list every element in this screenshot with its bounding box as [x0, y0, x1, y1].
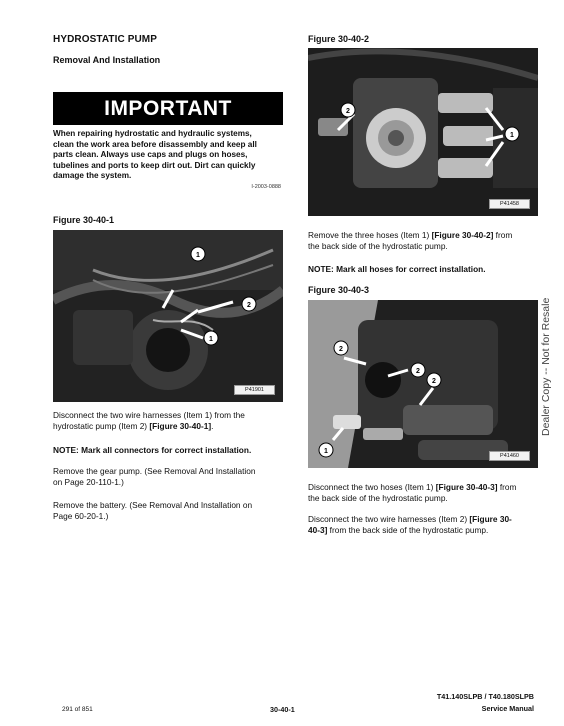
figure-3-photo — [308, 300, 538, 468]
left-paragraph-3 — [53, 500, 288, 522]
important-line: tubelines and ports to keep dirt out. Dirt can quickly — [53, 160, 256, 170]
text-line: the back side of the hydrostatic pump. — [308, 493, 448, 503]
figure-3-callout: 2 — [416, 368, 420, 375]
figure-reference: [Figure 30-40-2] — [431, 230, 494, 240]
figure-reference: 40-3] — [308, 525, 328, 535]
figure-1-id: P41901 — [234, 385, 275, 395]
figure-2-id: P41458 — [489, 199, 530, 209]
text-segment: . — [211, 421, 214, 431]
text-segment: hydrostatic pump (Item 2) — [53, 421, 150, 431]
figure-reference: [Figure 30-40-3] — [435, 482, 498, 492]
figure-1-callout: 1 — [209, 336, 213, 343]
model-name: T41.140SLPB / T40.180SLPB — [436, 692, 534, 701]
text-segment: Disconnect the two hoses (Item 1) — [308, 482, 436, 492]
figure-1-callout: 2 — [247, 302, 251, 309]
important-text — [53, 129, 283, 182]
dealer-copy-note: Dealer Copy -- Not for Resale — [540, 297, 552, 436]
right-paragraph-1 — [308, 230, 548, 252]
figure-3-callout: 2 — [432, 378, 436, 385]
text-segment: from — [493, 230, 513, 240]
text-segment: from the back side of the hydrostatic pump. — [327, 525, 489, 535]
figure-3-callout: 2 — [339, 346, 343, 353]
figure-3-id: P41460 — [489, 451, 530, 461]
figure-2-photo — [308, 48, 538, 216]
manual-name: Service Manual — [481, 704, 534, 713]
text-segment: Disconnect the two wire harnesses (Item 2) — [308, 514, 470, 524]
important-line: When repairing hydrostatic and hydraulic systems, — [53, 129, 252, 138]
text-line — [308, 514, 548, 525]
right-note: NOTE: Mark all hoses for correct installation. — [308, 264, 486, 274]
page-count: 291 of 851 — [62, 706, 93, 713]
figure-1-callout: 1 — [196, 252, 200, 259]
text-line: on Page 20-110-1.) — [53, 477, 124, 487]
figure-reference: [Figure 30-40-1] — [149, 421, 212, 431]
figure-2-callout: 2 — [346, 108, 350, 115]
figure-1-label: Figure 30-40-1 — [53, 215, 115, 225]
text-line: the back side of the hydrostatic pump. — [308, 241, 448, 251]
text-line: Page 60-20-1.) — [53, 511, 109, 521]
page-number: 30-40-1 — [270, 705, 295, 714]
right-paragraph-3 — [308, 514, 548, 536]
important-line: damage the system. — [53, 171, 132, 180]
left-note: NOTE: Mark all connectors for correct installation. — [53, 445, 252, 455]
section-title: HYDROSTATIC PUMP — [53, 34, 158, 45]
figure-3-label: Figure 30-40-3 — [308, 285, 370, 295]
figure-1-photo — [53, 230, 283, 402]
text-line — [308, 525, 548, 536]
figure-2-callout: 1 — [510, 132, 514, 139]
text-line: Remove the battery. (See Removal And Installation on — [53, 500, 253, 510]
figure-2-label: Figure 30-40-2 — [308, 34, 370, 44]
left-paragraph-2 — [53, 466, 288, 488]
important-banner: IMPORTANT — [53, 92, 283, 125]
important-line: parts clean. Always use caps and plugs on hoses, — [53, 150, 248, 159]
left-paragraph-1 — [53, 410, 288, 432]
text-line — [53, 421, 288, 432]
important-box — [53, 92, 283, 190]
text-segment: Remove the three hoses (Item 1) — [308, 230, 432, 240]
text-line: Disconnect the two wire harnesses (Item 1) from the — [53, 410, 245, 420]
important-line: clean the work area before disassembly and keep all — [53, 139, 257, 149]
figure-reference: [Figure 30- — [469, 514, 512, 524]
important-code: I-2003-0888 — [251, 183, 281, 190]
figure-3-callout: 1 — [324, 448, 328, 455]
text-line — [308, 482, 548, 493]
text-segment: from — [497, 482, 517, 492]
text-line — [308, 230, 548, 241]
subsection-title: Removal And Installation — [53, 55, 161, 65]
right-paragraph-2 — [308, 482, 548, 504]
text-line: Remove the gear pump. (See Removal And Installation — [53, 466, 256, 476]
